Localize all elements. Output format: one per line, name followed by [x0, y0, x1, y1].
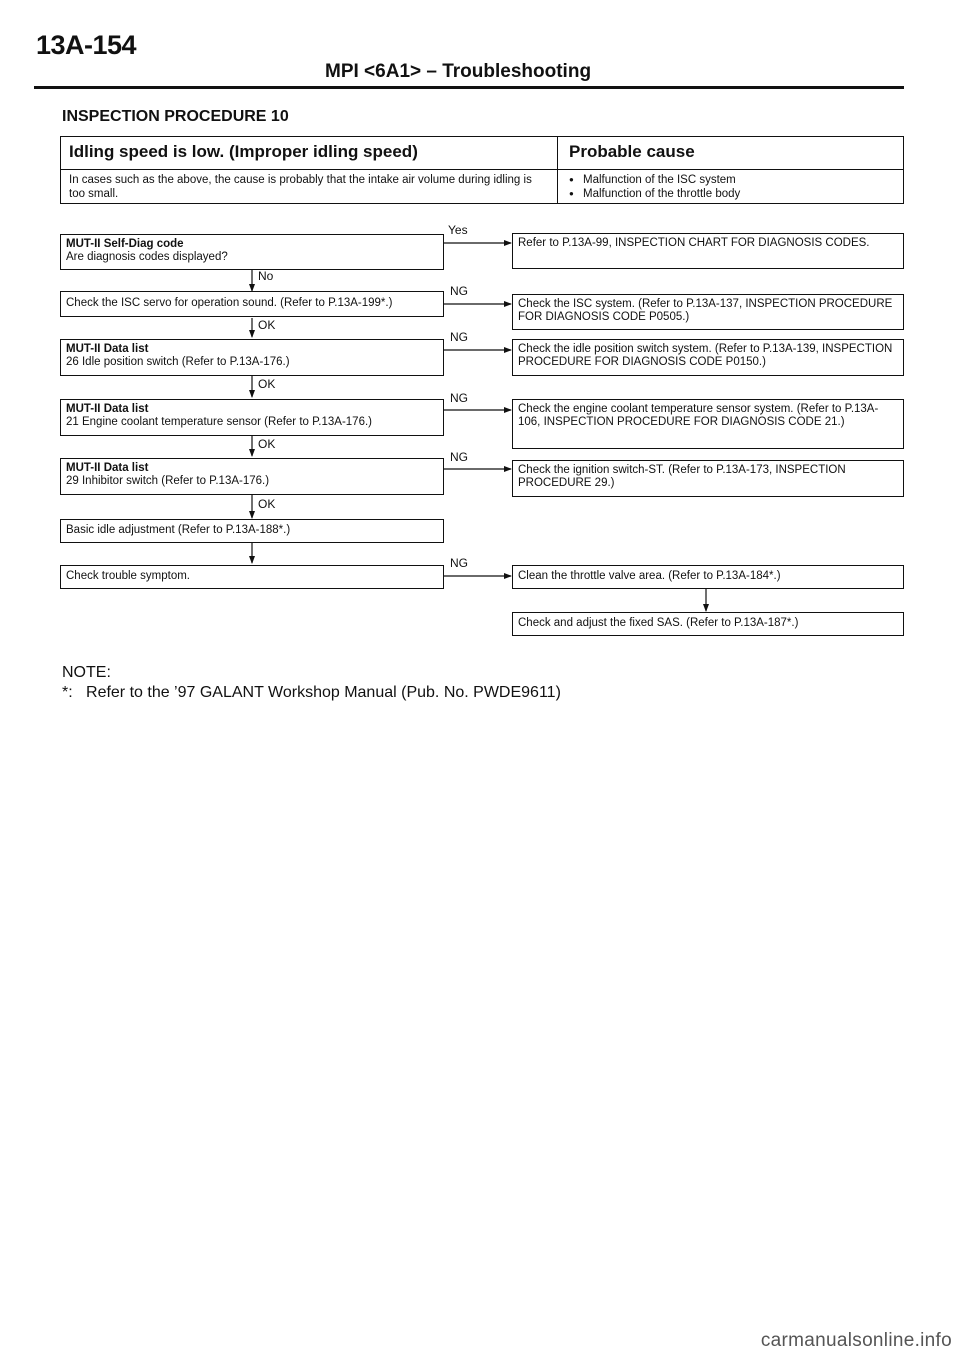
step-idle-switch — [60, 339, 444, 376]
section-title: MPI <6A1> – Troubleshooting — [325, 61, 592, 82]
result-text: Check the idle position switch system. (Refer to P.13A-139, INSPECTION PROCEDURE FOR DIAGNOSIS CODE P0150.) — [518, 343, 893, 368]
result-text: Check and adjust the fixed SAS. (Refer to P.13A-187*.) — [518, 617, 799, 629]
result-ignition-switch — [512, 460, 904, 497]
step-text: 29 Inhibitor switch (Refer to P.13A-176.) — [66, 475, 270, 487]
step-heading: MUT-II Data list — [66, 403, 149, 415]
result-diagnosis-chart — [512, 233, 904, 269]
note-text: *: Refer to the ’97 GALANT Workshop Manual (Pub. No. PWDE9611) — [62, 684, 561, 701]
result-text: Refer to P.13A-99, INSPECTION CHART FOR DIAGNOSIS CODES. — [518, 237, 870, 249]
step-text: Basic idle adjustment (Refer to P.13A-188*.) — [66, 524, 291, 536]
branch-label: NG — [450, 556, 468, 570]
note-title: NOTE: — [62, 664, 111, 681]
step-text: Check trouble symptom. — [66, 570, 190, 582]
result-text: Clean the throttle valve area. (Refer to P.13A-184*.) — [518, 570, 781, 582]
down-label: OK — [258, 318, 276, 332]
watermark: carmanualsonline.info — [760, 1330, 952, 1351]
cause-item: ● Malfunction of the ISC system — [569, 173, 740, 187]
branch-label: NG — [450, 391, 468, 405]
cause-item: ● Malfunction of the throttle body — [569, 187, 740, 201]
result-idle-switch-system — [512, 339, 904, 376]
branch-label: Yes — [448, 223, 468, 237]
symptom-title: Idling speed is low. (Improper idling speed) — [69, 142, 418, 161]
page-number: 13A-154 — [36, 30, 137, 60]
down-label: OK — [258, 377, 276, 391]
down-label: OK — [258, 437, 276, 451]
step-isc-servo — [60, 291, 444, 317]
branch-label: NG — [450, 450, 468, 464]
step-heading: MUT-II Data list — [66, 343, 149, 355]
step-text: Check the ISC servo for operation sound. (Refer to P.13A-199*.) — [66, 297, 393, 309]
result-text: Check the engine coolant temperature sensor system. (Refer to P.13A-106, INSPECTION PROCEDURE FOR DIAGNOSIS CODE 21.) — [518, 403, 879, 428]
down-label: OK — [258, 497, 276, 511]
down-label: No — [258, 269, 274, 283]
branch-label: NG — [450, 330, 468, 344]
procedure-title: INSPECTION PROCEDURE 10 — [62, 108, 289, 125]
step-inhibitor-switch — [60, 458, 444, 495]
step-basic-idle — [60, 519, 444, 543]
result-coolant-system — [512, 399, 904, 449]
step-text: 21 Engine coolant temperature sensor (Refer to P.13A-176.) — [66, 416, 372, 428]
step-text: Are diagnosis codes displayed? — [66, 251, 228, 263]
step-coolant-sensor — [60, 399, 444, 436]
result-isc-system — [512, 294, 904, 330]
branch-label: NG — [450, 284, 468, 298]
step-self-diag — [60, 234, 444, 270]
result-clean-throttle — [512, 565, 904, 589]
step-trouble-symptom — [60, 565, 444, 589]
step-text: 26 Idle position switch (Refer to P.13A-176.) — [66, 356, 290, 368]
result-text: Check the ignition switch-ST. (Refer to P.13A-173, INSPECTION PROCEDURE 29.) — [518, 464, 846, 489]
symptom-description: In cases such as the above, the cause is probably that the intake air volume during idling is too small. — [69, 174, 532, 200]
result-text: Check the ISC system. (Refer to P.13A-137, INSPECTION PROCEDURE FOR DIAGNOSIS CODE P0505.) — [518, 298, 893, 323]
step-heading: MUT-II Self-Diag code — [66, 238, 184, 250]
step-heading: MUT-II Data list — [66, 462, 149, 474]
result-adjust-sas — [512, 612, 904, 636]
cause-title: Probable cause — [569, 142, 695, 161]
